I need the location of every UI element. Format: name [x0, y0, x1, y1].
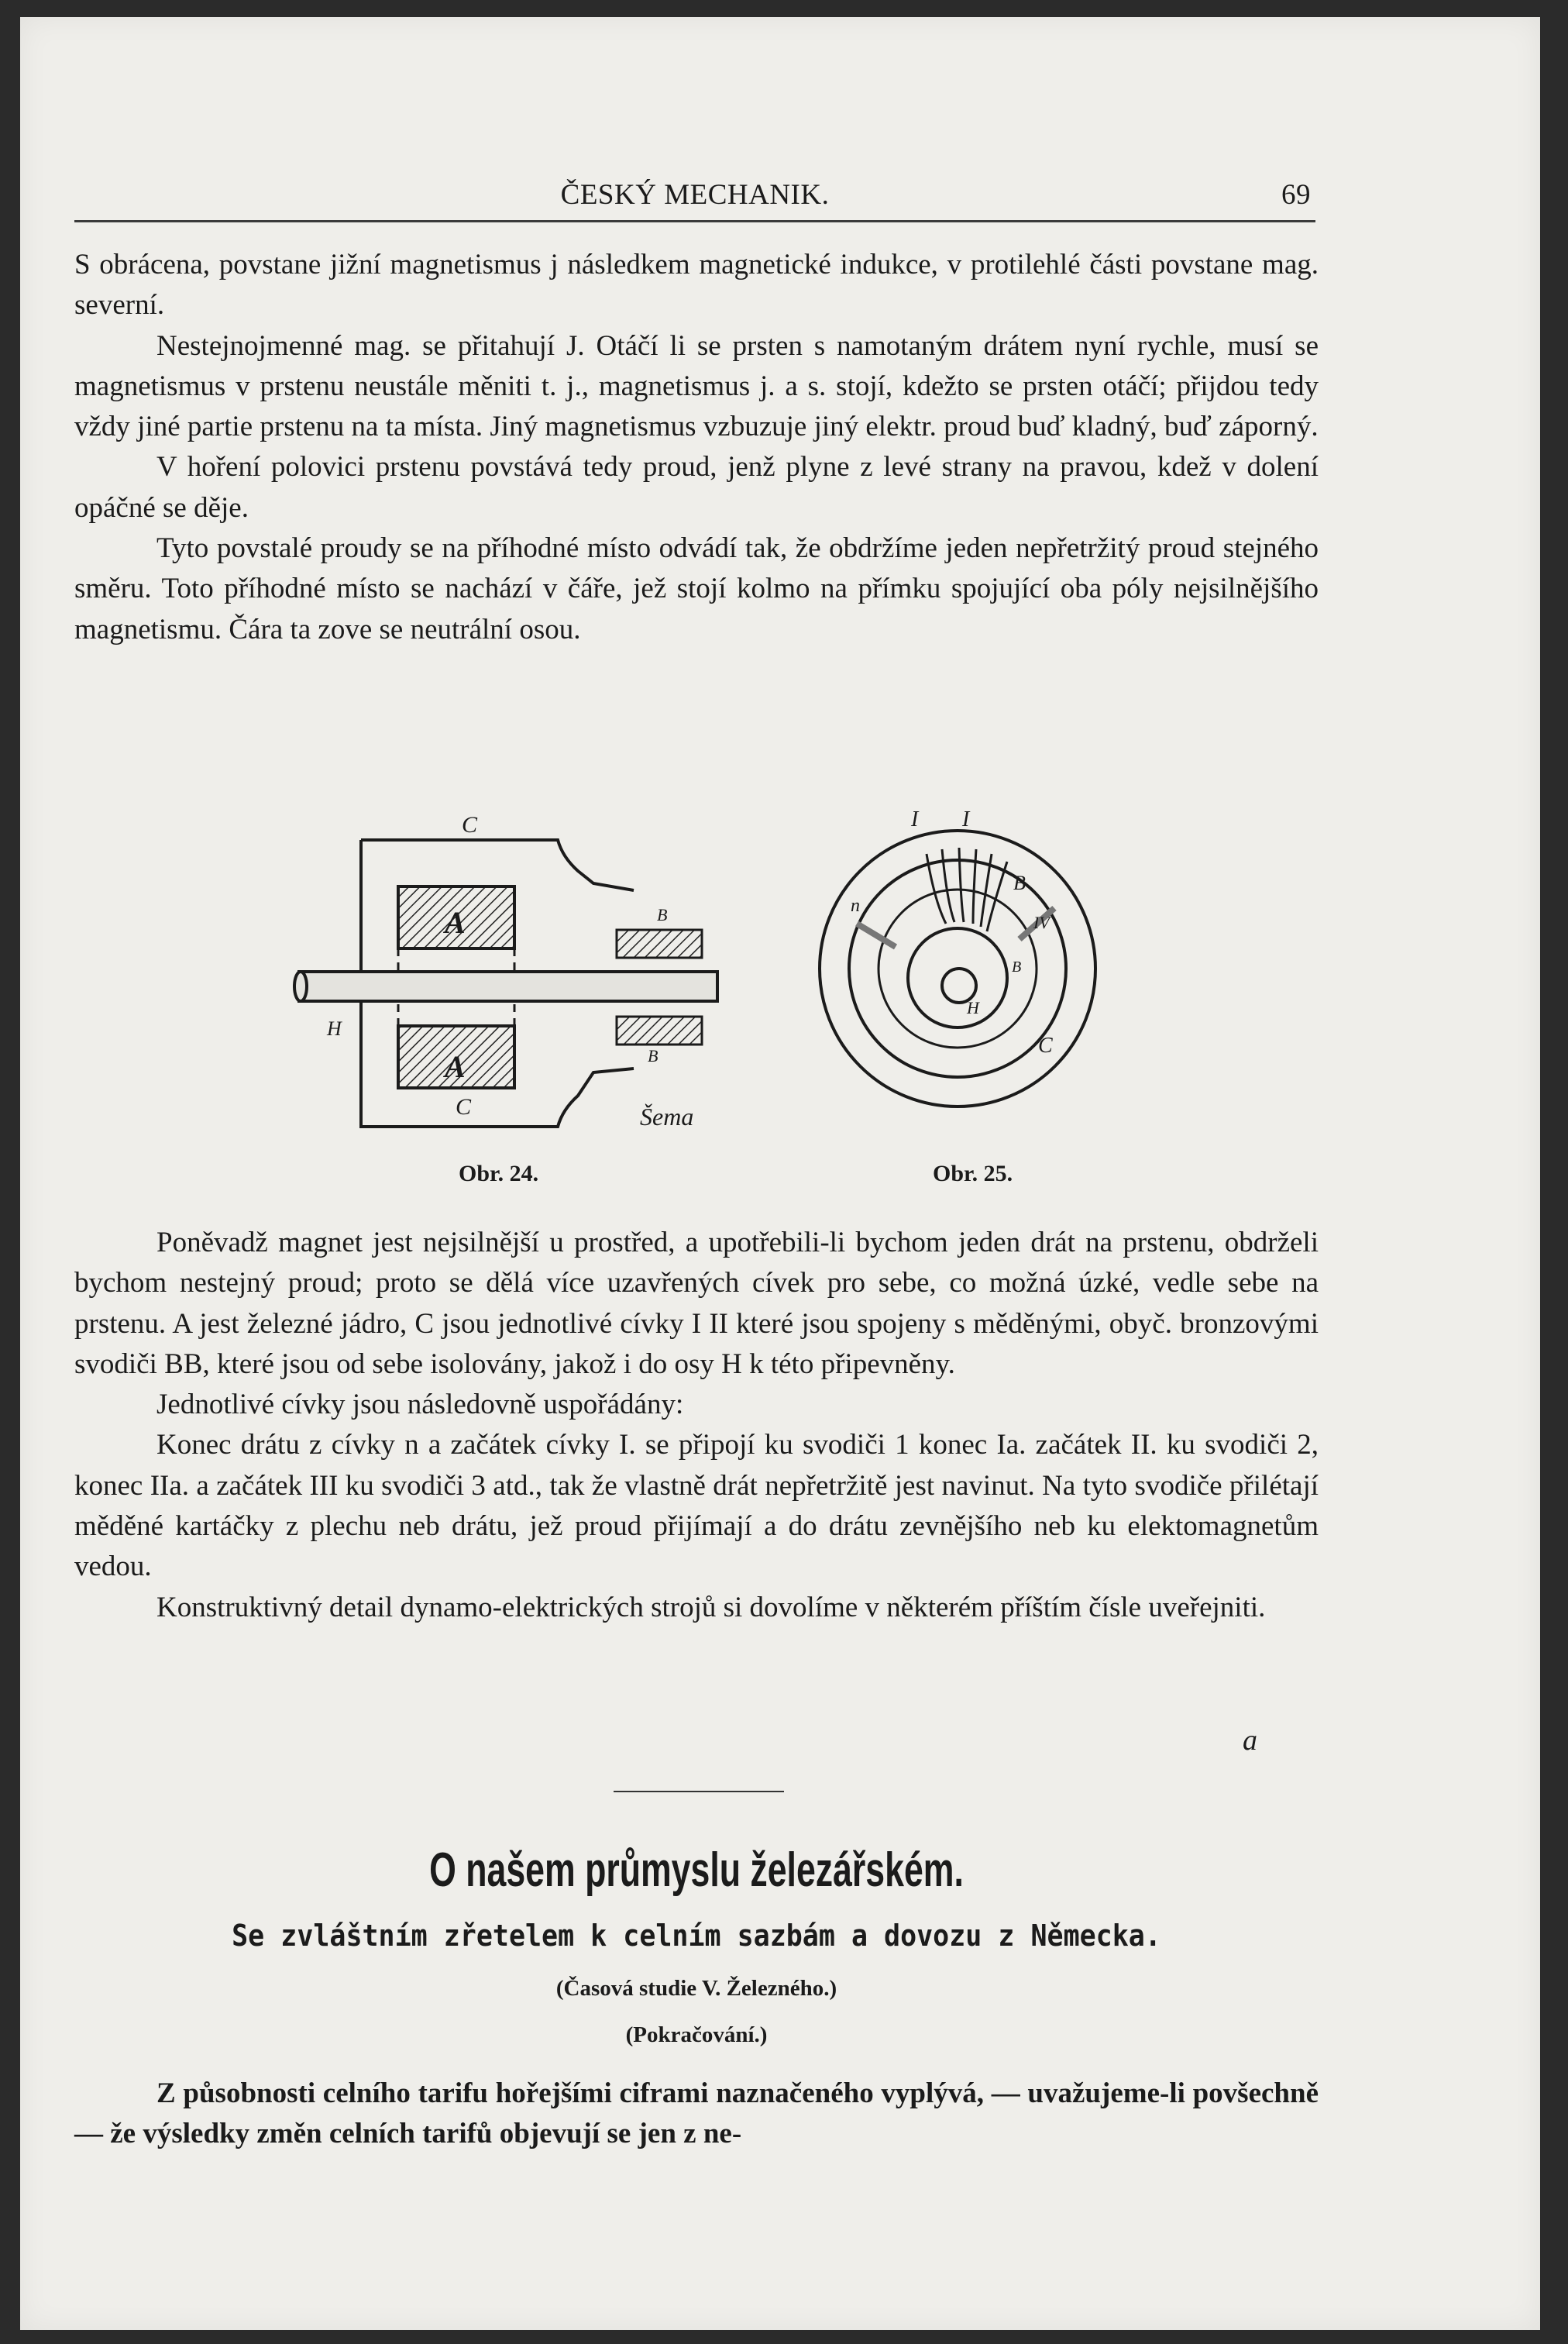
label-b: B [1013, 872, 1026, 894]
text-block-middle [74, 1223, 1319, 1628]
label-n: n [851, 896, 860, 916]
continued-note: (Pokračování.) [625, 2022, 768, 2047]
label-i-1: I [911, 807, 919, 831]
figure-25 [787, 792, 1112, 1125]
shaft [299, 972, 717, 1001]
label-c: C [1038, 1034, 1053, 1058]
article-byline: (Časová studie V. Železného.) [555, 1976, 837, 2001]
label-c-bottom: C [456, 1094, 472, 1120]
figure-25-drawing [787, 792, 1112, 1125]
label-iv: IV [1033, 913, 1050, 932]
author-initial: a [1243, 1724, 1257, 1757]
label-h: H [327, 1017, 342, 1040]
figure-25-caption: Obr. 25. [933, 1161, 1013, 1186]
label-i-2: I [962, 807, 970, 831]
label-sema: Šema [640, 1103, 694, 1131]
label-a-top: A [445, 905, 466, 940]
paragraph: Z působnosti celního tarifu hořejšími ciframi naznačeného vyplývá, — uvažujeme-li povšechně — že výsledky změn celních tarifů objevují se jen z ne- [74, 2077, 1319, 2150]
section-divider [614, 1791, 784, 1792]
commutator-bottom [617, 1017, 702, 1045]
commutator-top [617, 930, 702, 958]
paragraph: Nestejnojmenné mag. se přitahují J. Otáčí li se prsten s namotaným drátem nyní rychle, musí se magnetismus v prstenu neustále měniti t. j., magnetismus j. a s. stojí, kdežto se prsten otáčí; přijdou tedy vždy jiné partie prstenu na ta místa. Jiný magnetismus vzbuzuje jiný elektr. proud buď kladný, buď záporný. [74, 329, 1319, 443]
label-h: H [967, 998, 979, 1017]
running-header [74, 169, 1315, 222]
text-block-top [74, 245, 1319, 650]
figure-24-caption: Obr. 24. [459, 1161, 539, 1186]
text-block-bottom [74, 2074, 1319, 2155]
label-b-top: B [657, 905, 668, 924]
label-b-bottom: B [648, 1046, 658, 1065]
figure-24 [253, 801, 733, 1134]
scanned-page [20, 17, 1540, 2330]
paragraph: Jednotlivé cívky jsou následovně uspořádány: [156, 1389, 684, 1421]
commutator-ring [908, 928, 1007, 1027]
paragraph: Tyto povstalé proudy se na příhodné místo odvádí tak, že obdržíme jeden nepřetržitý proud stejného směru. Toto příhodné místo se nachází v čáře, jež stojí kolmo na přímku spojující oba póly nejsilnějšího magnetismu. Čára ta zove se neutrální osou. [74, 532, 1319, 645]
article-title: O našem průmyslu železářském. [429, 1843, 964, 1897]
paragraph: Konstruktivný detail dynamo-elektrických strojů si dovolíme v některém příštím čísle uveřejniti. [156, 1591, 1266, 1623]
journal-title: ČESKÝ MECHANIK. [560, 179, 830, 211]
paragraph: S obrácena, povstane jižní magnetismus j následkem magnetické indukce, v protilehlé části povstane mag. severní. [74, 249, 1319, 322]
paragraph: Poněvadž magnet jest nejsilnější u prostřed, a upotřebili-li bychom jeden drát na prstenu, obdrželi bychom nestejný proud; proto se dělá více uzavřených cívek pro sebe, co možná úzké, vedle sebe na prstenu. A jest železné jádro, C jsou jednotlivé cívky I II které jsou spojeny s měděnými, obyč. bronzovými svodiči BB, které jsou od sebe isolovány, jakož i do osy H k této připevněny. [74, 1227, 1319, 1380]
label-b-2: B [1012, 959, 1022, 976]
paragraph: V hoření polovici prstenu povstává tedy proud, jenž plyne z levé strany na pravou, kdež v dolení opáčné se děje. [74, 451, 1319, 524]
article-subtitle: Se zvláštním zřetelem k celním sazbám a dovozu z Německa. [232, 1919, 1161, 1953]
page-number: 69 [1281, 179, 1311, 211]
paragraph: Konec drátu z cívky n a začátek cívky I. se připojí ku svodiči 1 konec Ia. začátek II. ku svodiči 2, konec IIa. a začátek III ku svodiči 3 atd., tak že vlastně drát nepřetržitě jest navinut. Na tyto svodiče přilétají měděné kartáčky z plechu neb drátu, jež proud přijímají a do drátu zevnějšího neb ku elektomagnetům vedou. [74, 1429, 1319, 1583]
label-c-top: C [462, 812, 478, 838]
label-a-bottom: A [445, 1049, 466, 1084]
figure-24-drawing [253, 801, 733, 1134]
shaft-end [294, 972, 307, 1001]
